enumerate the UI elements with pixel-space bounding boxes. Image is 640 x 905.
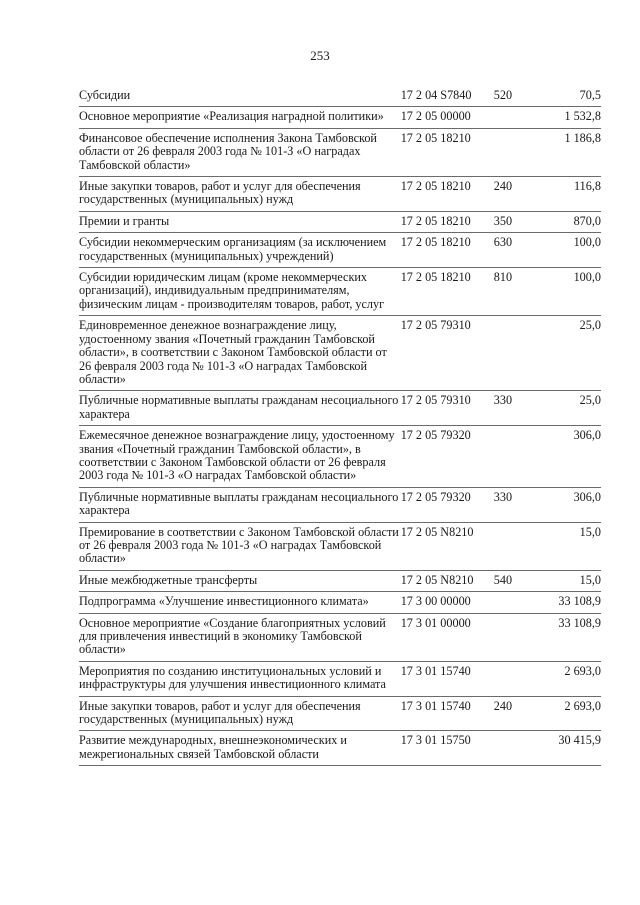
row-expense-type	[494, 426, 530, 488]
table-row	[79, 426, 601, 488]
row-expense-type: 520	[493, 88, 513, 102]
table-row	[79, 487, 601, 522]
row-name: Премирование в соответствии с Законом Тамбовской области от 26 февраля 2003 года № 101-З «О наградах Тамбовской области»	[79, 524, 399, 566]
table-row	[79, 592, 601, 613]
row-amount: 70,5	[579, 88, 601, 102]
row-expense-type	[494, 316, 530, 391]
row-expense-type: 330	[493, 489, 513, 504]
row-expense-type: 810	[493, 270, 513, 285]
row-name: Финансовое обеспечение исполнения Закона Тамбовской области от 26 февраля 2003 года № 101-З «О наградах Тамбовской области»	[79, 130, 377, 172]
row-amount: 15,0	[579, 524, 601, 539]
row-amount: 100,0	[573, 235, 601, 250]
row-expense-type	[494, 731, 530, 766]
row-code: 17 2 05 18210	[400, 130, 471, 145]
table-row	[79, 233, 601, 268]
row-amount: 1 186,8	[564, 130, 601, 145]
table-row	[79, 128, 601, 176]
row-amount: 306,0	[573, 428, 601, 443]
table-row	[79, 522, 601, 570]
row-code: 17 2 05 79320	[400, 428, 471, 443]
budget-table	[79, 86, 601, 766]
row-name: Подпрограмма «Улучшение инвестиционного климата»	[79, 594, 369, 609]
row-amount: 2 693,0	[564, 698, 601, 713]
row-amount: 33 108,9	[558, 594, 601, 609]
table-row	[79, 391, 601, 426]
row-amount: 1 532,8	[564, 109, 601, 124]
budget-table-body	[79, 86, 601, 766]
row-code: 17 2 05 18210	[400, 270, 471, 285]
row-code: 17 2 05 79320	[400, 489, 471, 504]
row-code: 17 2 05 79310	[400, 393, 471, 408]
row-amount: 33 108,9	[558, 615, 601, 630]
row-name: Иные закупки товаров, работ и услуг для обеспечения государственных (муниципальных) нужд	[79, 179, 361, 207]
row-name: Субсидии юридическим лицам (кроме некоммерческих организаций), индивидуальным предпринимателям, физическим лицам - производителям товаров, работ, услуг	[79, 270, 385, 311]
row-amount: 306,0	[573, 489, 601, 504]
row-name: Премии и гранты	[79, 213, 170, 228]
row-expense-type: 240	[493, 698, 513, 713]
table-row	[79, 696, 601, 731]
row-name: Субсидии	[79, 88, 131, 102]
row-amount: 30 415,9	[558, 733, 601, 748]
table-row	[79, 570, 601, 591]
row-name: Развитие международных, внешнеэкономических и межрегиональных связей Тамбовской области	[79, 733, 347, 761]
row-expense-type	[494, 522, 530, 570]
table-row	[79, 613, 601, 661]
row-expense-type	[494, 613, 530, 661]
row-expense-type: 540	[493, 572, 513, 587]
row-code: 17 2 05 18210	[400, 235, 471, 250]
table-row	[79, 661, 601, 696]
row-code: 17 2 05 79310	[400, 318, 471, 333]
row-expense-type	[494, 592, 530, 613]
row-code: 17 2 05 18210	[400, 213, 471, 228]
row-code: 17 3 00 00000	[400, 594, 471, 609]
table-row	[79, 316, 601, 391]
row-code: 17 3 01 15740	[400, 698, 471, 713]
row-name: Мероприятия по созданию институциональных условий и инфраструктуры для улучшения инвестиционного климата	[79, 663, 386, 692]
table-row	[79, 731, 601, 766]
row-name: Основное мероприятие «Создание благоприятных условий для привлечения инвестиций в экономику Тамбовской области»	[79, 615, 386, 657]
row-amount: 15,0	[579, 572, 601, 587]
row-code: 17 2 04 S7840	[400, 88, 472, 102]
table-row	[79, 211, 601, 232]
row-expense-type: 630	[493, 235, 513, 250]
row-amount: 870,0	[573, 213, 601, 228]
row-amount: 116,8	[574, 179, 601, 194]
row-amount: 100,0	[573, 270, 601, 285]
table-row	[79, 177, 601, 212]
row-name: Субсидии некоммерческим организациям (за исключением государственных (муниципальных) учреждений)	[79, 235, 387, 263]
row-amount: 2 693,0	[564, 663, 601, 678]
row-code: 17 3 01 15750	[400, 733, 471, 748]
row-code: 17 2 05 18210	[400, 179, 471, 194]
page-number: 253	[310, 48, 330, 63]
row-expense-type	[494, 661, 530, 696]
row-code: 17 3 01 00000	[400, 615, 471, 630]
row-amount: 25,0	[579, 393, 601, 408]
row-name: Единовременное денежное вознаграждение лицу, удостоенному звания «Почетный гражданин Тамбовской области», в соответствии с Законом Тамбовской области от 26 февраля 2003 года № 101-З «О наградах Тамбовской области»	[79, 318, 387, 386]
row-name: Основное мероприятие «Реализация наградной политики»	[79, 109, 384, 124]
row-name: Публичные нормативные выплаты гражданам несоциального характера	[79, 489, 399, 518]
row-name: Иные межбюджетные трансферты	[79, 572, 258, 587]
row-code: 17 3 01 15740	[400, 663, 471, 678]
table-row	[79, 268, 601, 316]
row-code: 17 2 05 N8210	[400, 572, 474, 587]
row-code: 17 2 05 N8210	[400, 524, 474, 539]
row-expense-type	[494, 107, 530, 128]
row-expense-type	[494, 128, 530, 176]
row-name: Иные закупки товаров, работ и услуг для обеспечения государственных (муниципальных) нужд	[79, 698, 361, 727]
row-name: Ежемесячное денежное вознаграждение лицу, удостоенному звания «Почетный гражданин Тамбовской области», в соответствии с Законом Тамбовской области от 26 февраля 2003 года № 101-З «О наградах Тамбовской области»	[79, 428, 395, 483]
row-expense-type: 350	[493, 213, 513, 228]
row-name: Публичные нормативные выплаты гражданам несоциального характера	[79, 393, 399, 421]
row-code: 17 2 05 00000	[400, 109, 471, 124]
row-expense-type: 330	[493, 393, 513, 408]
table-row	[79, 86, 601, 107]
row-expense-type: 240	[493, 179, 513, 194]
row-amount: 25,0	[579, 318, 601, 333]
table-row	[79, 107, 601, 128]
